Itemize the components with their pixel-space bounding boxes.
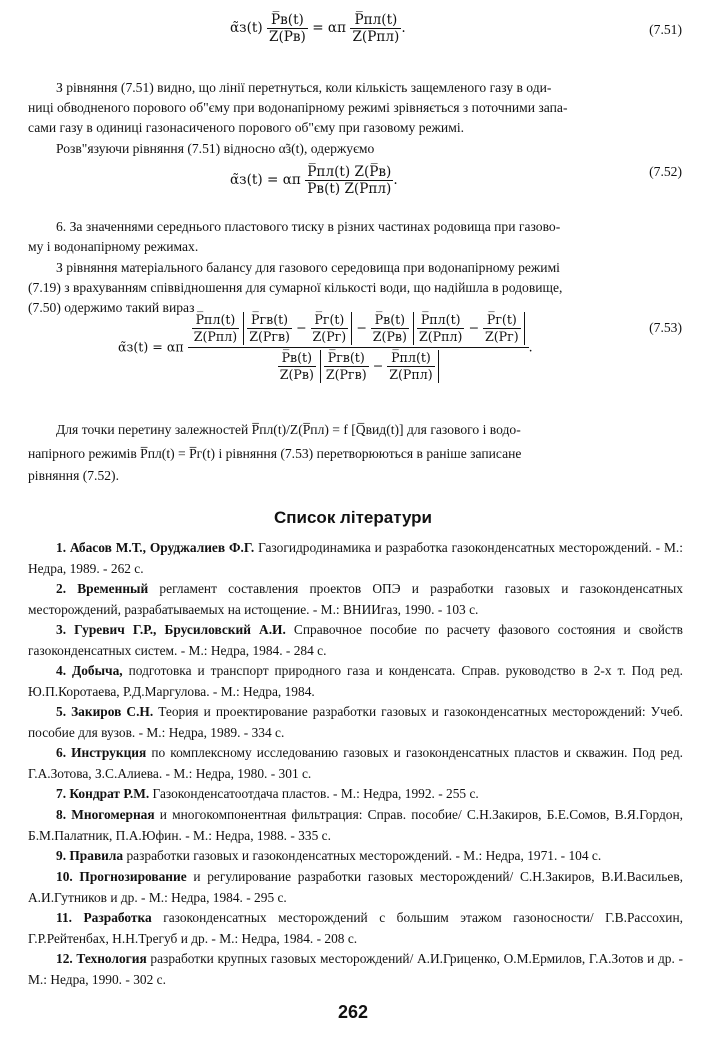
eq751-tail: . (401, 20, 406, 36)
equation-7-51 (230, 12, 406, 45)
eq753-te-den: Z(P̅пл) (418, 329, 463, 344)
reference-item (28, 620, 683, 661)
eq753-tail: . (528, 339, 533, 355)
eq753-bc (387, 350, 434, 383)
eq753-tb-den: Z(P̅гв) (249, 329, 290, 344)
eq753-numerator (188, 310, 529, 348)
eq753-main-fraction (188, 310, 529, 385)
paragraph-1-line-2: ниці обводненого порового об"єму при водонапірному режимі зрівняється з поточними запа- (28, 100, 568, 115)
eq753-minus-1: − (295, 320, 307, 335)
reference-item (28, 538, 683, 579)
eq752-lhs: α̃з(t) = αп (230, 172, 301, 188)
eq753-bb-den: Z(P̅гв) (325, 367, 367, 382)
reference-author: 3. Гуревич Г.Р., Брусиловский А.И. (56, 622, 286, 637)
reference-details: и регулирование разработки газовых месторождений/ С.Н.Закиров, В.И.Васильев, А.И.Гутников и др. - М.: Недра, 1984. - 295 с. (28, 869, 684, 905)
reference-item (28, 579, 683, 620)
eq753-ba (278, 350, 316, 383)
reference-item (28, 805, 683, 846)
reference-details: и многокомпонентная фильтрация: Справ. пособие/ С.Н.Закиров, Б.Е.Сомов, В.Я.Гордон, Б.М.Палатник, П.А.Юфин. - М.: Недра, 1988. - 335 с. (28, 807, 683, 843)
eq753-minus-4: − (372, 358, 384, 373)
reference-author: 10. Прогнозирование (56, 869, 187, 884)
paragraph-5-line-2: напірного режимів P̅пл(t) = P̅г(t) і рівняння (7.53) перетворюються в раніше записане (28, 446, 522, 461)
eq753-tf (483, 312, 521, 345)
eq753-td (371, 312, 409, 345)
paragraph-1-line-1: З рівняння (7.51) видно, що лінії перетнуться, коли кількість защемленого газу в оди- (56, 80, 552, 95)
eq753-tb-num: P̅гв(t) (247, 312, 292, 329)
eq753-minus-3: − (468, 320, 479, 335)
eq753-lhs: α̃з(t) = αп (118, 339, 184, 355)
eq753-ta-den: Z(P̅пл) (193, 329, 238, 344)
eq751-frac2-num: P̅пл(t) (350, 12, 401, 29)
eq751-frac1-den: Z(P̅в) (269, 29, 306, 45)
paragraph-3-line-1: 6. За значеннями середнього пластового тиску в різних частинах родовища при газово- (56, 219, 561, 234)
equation-number-7-52: (7.52) (649, 164, 682, 179)
reference-item (28, 784, 683, 805)
eq753-td-num: P̅в(t) (371, 312, 409, 329)
eq753-ta-num: P̅пл(t) (192, 312, 239, 329)
paragraph-1-line-3: сами газу в одиниці газонасиченого порового об"єму при газовому режимі. (28, 120, 464, 135)
reference-item (28, 661, 683, 702)
eq753-te-num: P̅пл(t) (417, 312, 464, 329)
paragraph-5-line-1: Для точки перетину залежностей P̅пл(t)/Z(P̅пл) = f [Q̅вид(t)] для газового і водо- (56, 422, 521, 437)
reference-item (28, 702, 683, 743)
eq752-frac (305, 164, 393, 197)
reference-details: регламент составления проектов ОПЭ и разработки газовых и газоконденсатных месторождений, разрабатываемых на истощение. - М.: ВНИИгаз, 1990. - 103 с. (28, 581, 683, 617)
reference-item (28, 846, 683, 867)
reference-item (28, 743, 683, 784)
eq753-bracket-1 (243, 312, 352, 345)
eq753-bb-num: P̅гв(t) (324, 350, 369, 367)
equation-number-7-51: (7.51) (649, 22, 682, 37)
reference-details: газоконденсатных месторождений с большим этажом газоносности/ Г.В.Рассохин, Г.Р.Рейтенбах, Н.Н.Трегуб и др. - М.: Недра, 1984. - 208 с. (28, 910, 683, 946)
page-number: 262 (337, 1002, 369, 1022)
paragraph-5-line-3: рівняння (7.52). (28, 468, 119, 483)
reference-author: 7. Кондрат Р.М. (56, 786, 150, 801)
eq751-lhs: α̃з(t) (230, 20, 263, 36)
equation-7-53 (118, 310, 533, 385)
eq753-te (417, 312, 464, 345)
eq753-tc (311, 312, 349, 345)
paragraph-4-line-2: (7.19) з врахуванням співвідношення для сумарної кількості води, що надійшла в родовище, (28, 280, 563, 295)
eq752-frac-num: P̅пл(t) Z(P̅в) (307, 164, 392, 180)
eq751-mid: = αп (312, 20, 347, 36)
reference-author: 9. Правила (56, 848, 124, 863)
references-heading: Список літератури (273, 508, 433, 527)
eq753-minus-2: − (356, 320, 367, 335)
eq751-frac2 (350, 12, 401, 45)
eq751-frac2-den: Z(P̅пл) (352, 29, 400, 45)
eq753-tc-num: P̅г(t) (311, 312, 349, 329)
paragraph-4-line-3: (7.50) одержимо такий вираз (28, 300, 195, 315)
reference-details: Теория и проектирование разработки газовых и газоконденсатных месторождений: Учеб. пособие для вузов. - М.: Недра, 1989. - 334 с. (28, 704, 683, 740)
eq752-tail: . (393, 172, 398, 188)
reference-author: 4. Добыча, (56, 663, 123, 678)
reference-details: разработки газовых и газоконденсатных месторождений. - М.: Недра, 1971. - 104 с. (123, 848, 602, 863)
eq753-bc-num: P̅пл(t) (387, 350, 434, 367)
reference-details: Газогидродинамика и разработка газоконденсатных месторождений. - М.: Недра, 1989. - 262 с. (28, 540, 683, 576)
eq753-bracket-2 (413, 312, 525, 345)
eq753-bb (324, 350, 369, 383)
eq751-frac1 (267, 12, 308, 45)
reference-author: 8. Многомерная (56, 807, 155, 822)
reference-details: Газоконденсатоотдача пластов. - М.: Недра, 1992. - 255 с. (149, 786, 479, 801)
reference-details: подготовка и транспорт природного газа и конденсата. Справ. руководство в 2-х т. Под ред. Ю.П.Коротаева, Р.Д.Маргулова. - М.: Недра, 1984. (28, 663, 683, 699)
eq753-ba-den: Z(P̅в) (279, 367, 314, 382)
reference-details: по комплексному исследованию газовых и газоконденсатных пластов и скважин. Под ред. Г.А.Зотова, З.С.Алиева. - М.: Недра, 1980. - 301 с. (28, 745, 683, 781)
reference-author: 1. Абасов М.Т., Оруджалиев Ф.Г. (56, 540, 255, 555)
eq753-denominator (188, 348, 529, 385)
reference-author: 5. Закиров С.Н. (56, 704, 154, 719)
reference-item (28, 949, 683, 990)
reference-item (28, 867, 683, 908)
equation-number-7-53: (7.53) (649, 320, 682, 335)
reference-author: 2. Временный (56, 581, 149, 596)
reference-author: 11. Разработка (56, 910, 152, 925)
eq753-td-den: Z(P̅в) (372, 329, 407, 344)
paragraph-2: Розв"язуючи рівняння (7.51) відносно α̃з(t), одержуємо (56, 141, 375, 156)
reference-details: разработки крупных газовых месторождений/ А.И.Гриценко, О.М.Ермилов, Г.А.Зотов и др. - М.: Недра, 1990. - 302 с. (28, 951, 683, 987)
reference-details: Справочное пособие по расчету фазового состояния и свойств газоконденсатных систем. - М.: Недра, 1984. - 284 с. (28, 622, 683, 658)
eq751-frac1-num: P̅в(t) (267, 12, 308, 29)
eq753-tf-den: Z(P̅г) (485, 329, 519, 344)
paragraph-4-line-1: З рівняння матеріального балансу для газового середовища при водонапірному режимі (56, 260, 560, 275)
eq753-ba-num: P̅в(t) (278, 350, 316, 367)
equation-7-52 (230, 164, 398, 197)
eq752-frac-den: P̅в(t) Z(P̅пл) (307, 181, 392, 197)
eq753-bracket-3 (320, 350, 439, 383)
paragraph-3-line-2: му і водонапірному режимах. (28, 239, 199, 254)
eq753-tf-num: P̅г(t) (483, 312, 521, 329)
eq753-tc-den: Z(P̅г) (312, 329, 347, 344)
eq753-tb (247, 312, 292, 345)
reference-author: 6. Инструкция (56, 745, 147, 760)
reference-author: 12. Технология (56, 951, 147, 966)
reference-item (28, 908, 683, 949)
eq753-ta (192, 312, 239, 345)
eq753-bc-den: Z(P̅пл) (389, 367, 433, 382)
